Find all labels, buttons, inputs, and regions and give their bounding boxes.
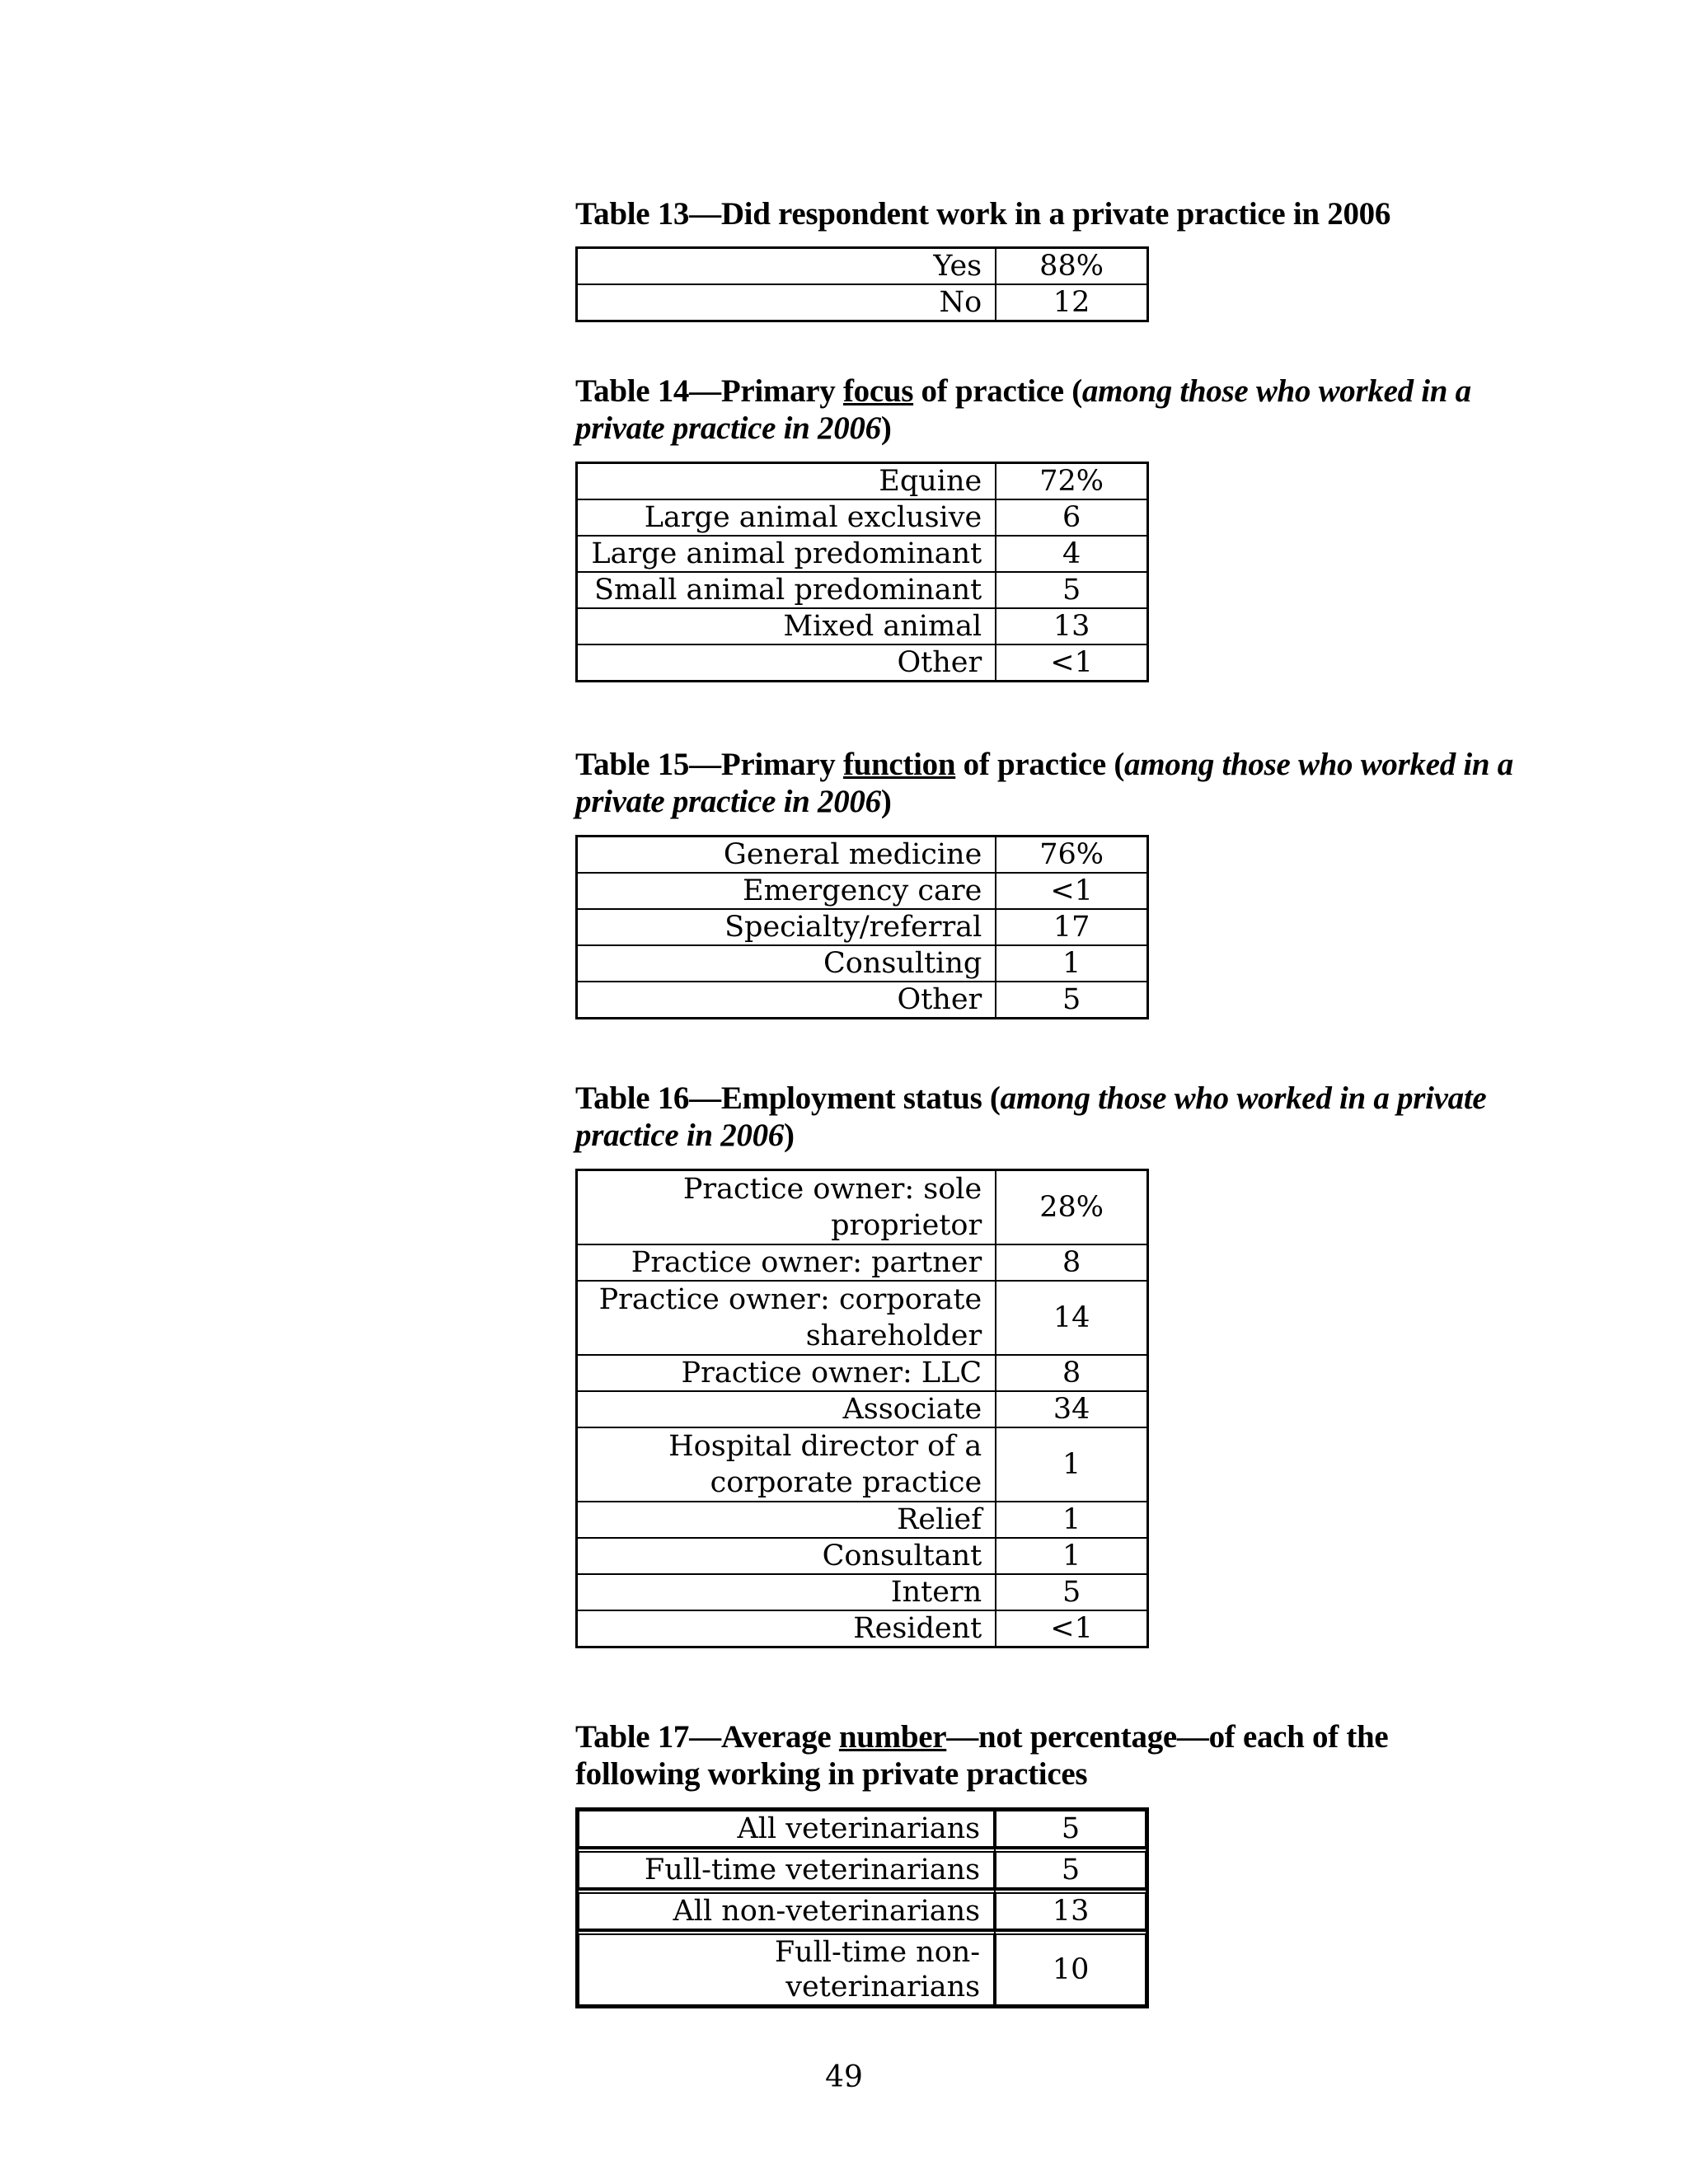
table-row xyxy=(577,873,1148,909)
table-row xyxy=(577,284,1148,321)
table-row xyxy=(577,1170,1148,1245)
row-value: 5 xyxy=(995,1810,1146,1848)
row-label: Relief xyxy=(577,1502,996,1538)
table-13-title: Table 13—Did respondent work in a private practice in 2006 xyxy=(575,196,1391,232)
table-row xyxy=(578,1889,1146,1930)
table-row xyxy=(577,248,1148,285)
table-14 xyxy=(575,462,1149,682)
table-row xyxy=(577,572,1148,608)
row-value: 5 xyxy=(996,1574,1147,1610)
row-label: Specialty/referral xyxy=(577,909,996,945)
row-value: 17 xyxy=(996,909,1147,945)
row-label: General medicine xyxy=(577,837,996,874)
row-value: 13 xyxy=(995,1889,1146,1930)
table-16-title: Table 16—Employment status (among those who worked in a private practice in 2006) xyxy=(575,1080,1487,1153)
row-value: 10 xyxy=(995,1930,1146,2006)
row-value: 5 xyxy=(995,1848,1146,1889)
table-row xyxy=(578,1848,1146,1889)
row-label: Practice owner: LLC xyxy=(577,1355,996,1391)
row-label: Consulting xyxy=(577,945,996,982)
row-value: 72% xyxy=(996,463,1147,500)
table-row xyxy=(577,1355,1148,1391)
table-13-block xyxy=(575,195,1515,322)
row-label: Large animal exclusive xyxy=(577,499,996,536)
row-label: Large animal predominant xyxy=(577,536,996,572)
table-17-title: Table 17—Average number—not percentage—of each of the following working in private practices xyxy=(575,1719,1389,1792)
row-label: Other xyxy=(577,982,996,1019)
table-row xyxy=(577,463,1148,500)
row-label: Consultant xyxy=(577,1538,996,1574)
table-row xyxy=(577,909,1148,945)
table-16-block xyxy=(575,1080,1515,1648)
row-value: 13 xyxy=(996,608,1147,644)
row-value: 1 xyxy=(996,945,1147,982)
page-number: 49 xyxy=(825,2060,863,2094)
row-label: Equine xyxy=(577,463,996,500)
table-13 xyxy=(575,246,1149,322)
row-label: Practice owner: sole proprietor xyxy=(577,1170,996,1245)
row-value: 6 xyxy=(996,499,1147,536)
row-value: 8 xyxy=(996,1355,1147,1391)
row-value: 28% xyxy=(996,1170,1147,1245)
row-value: 88% xyxy=(996,248,1147,285)
table-row xyxy=(577,1244,1148,1281)
row-value: 76% xyxy=(996,837,1147,874)
table-row xyxy=(577,1538,1148,1574)
row-label: Yes xyxy=(577,248,996,285)
row-label: Full-time non-veterinarians xyxy=(578,1930,995,2006)
row-value: 8 xyxy=(996,1244,1147,1281)
table-row xyxy=(577,536,1148,572)
row-label: All non-veterinarians xyxy=(578,1889,995,1930)
table-row xyxy=(577,945,1148,982)
table-17 xyxy=(575,1807,1149,2008)
row-label: Resident xyxy=(577,1610,996,1647)
table-15-title: Table 15—Primary function of practice (among those who worked in a private practice in 2006) xyxy=(575,747,1513,819)
table-row xyxy=(577,1391,1148,1427)
table-14-block xyxy=(575,373,1515,682)
row-label: No xyxy=(577,284,996,321)
table-14-title: Table 14—Primary focus of practice (among those who worked in a private practice in 2006) xyxy=(575,373,1471,446)
table-row xyxy=(577,644,1148,682)
table-17-block xyxy=(575,1718,1515,2008)
row-value: 1 xyxy=(996,1427,1147,1502)
row-value: 1 xyxy=(996,1502,1147,1538)
row-label: Mixed animal xyxy=(577,608,996,644)
table-15 xyxy=(575,835,1149,1019)
table-row xyxy=(577,1281,1148,1355)
row-label: Practice owner: partner xyxy=(577,1244,996,1281)
table-16 xyxy=(575,1169,1149,1648)
table-row xyxy=(577,1610,1148,1647)
row-value: 14 xyxy=(996,1281,1147,1355)
row-value: <1 xyxy=(996,644,1147,682)
table-row xyxy=(577,982,1148,1019)
row-label: Hospital director of a corporate practice xyxy=(577,1427,996,1502)
row-value: 1 xyxy=(996,1538,1147,1574)
row-value: <1 xyxy=(996,1610,1147,1647)
table-row xyxy=(577,837,1148,874)
row-label: Small animal predominant xyxy=(577,572,996,608)
table-15-block xyxy=(575,746,1515,1019)
row-value: <1 xyxy=(996,873,1147,909)
row-value: 12 xyxy=(996,284,1147,321)
row-label: Other xyxy=(577,644,996,682)
table-row xyxy=(578,1930,1146,2006)
row-label: Practice owner: corporate shareholder xyxy=(577,1281,996,1355)
table-row xyxy=(577,1574,1148,1610)
row-value: 5 xyxy=(996,572,1147,608)
table-row xyxy=(577,1502,1148,1538)
row-label: Emergency care xyxy=(577,873,996,909)
row-value: 5 xyxy=(996,982,1147,1019)
table-row xyxy=(578,1810,1146,1848)
row-value: 34 xyxy=(996,1391,1147,1427)
table-row xyxy=(577,1427,1148,1502)
row-label: Full-time veterinarians xyxy=(578,1848,995,1889)
table-row xyxy=(577,499,1148,536)
table-row xyxy=(577,608,1148,644)
row-label: All veterinarians xyxy=(578,1810,995,1848)
row-value: 4 xyxy=(996,536,1147,572)
row-label: Intern xyxy=(577,1574,996,1610)
row-label: Associate xyxy=(577,1391,996,1427)
